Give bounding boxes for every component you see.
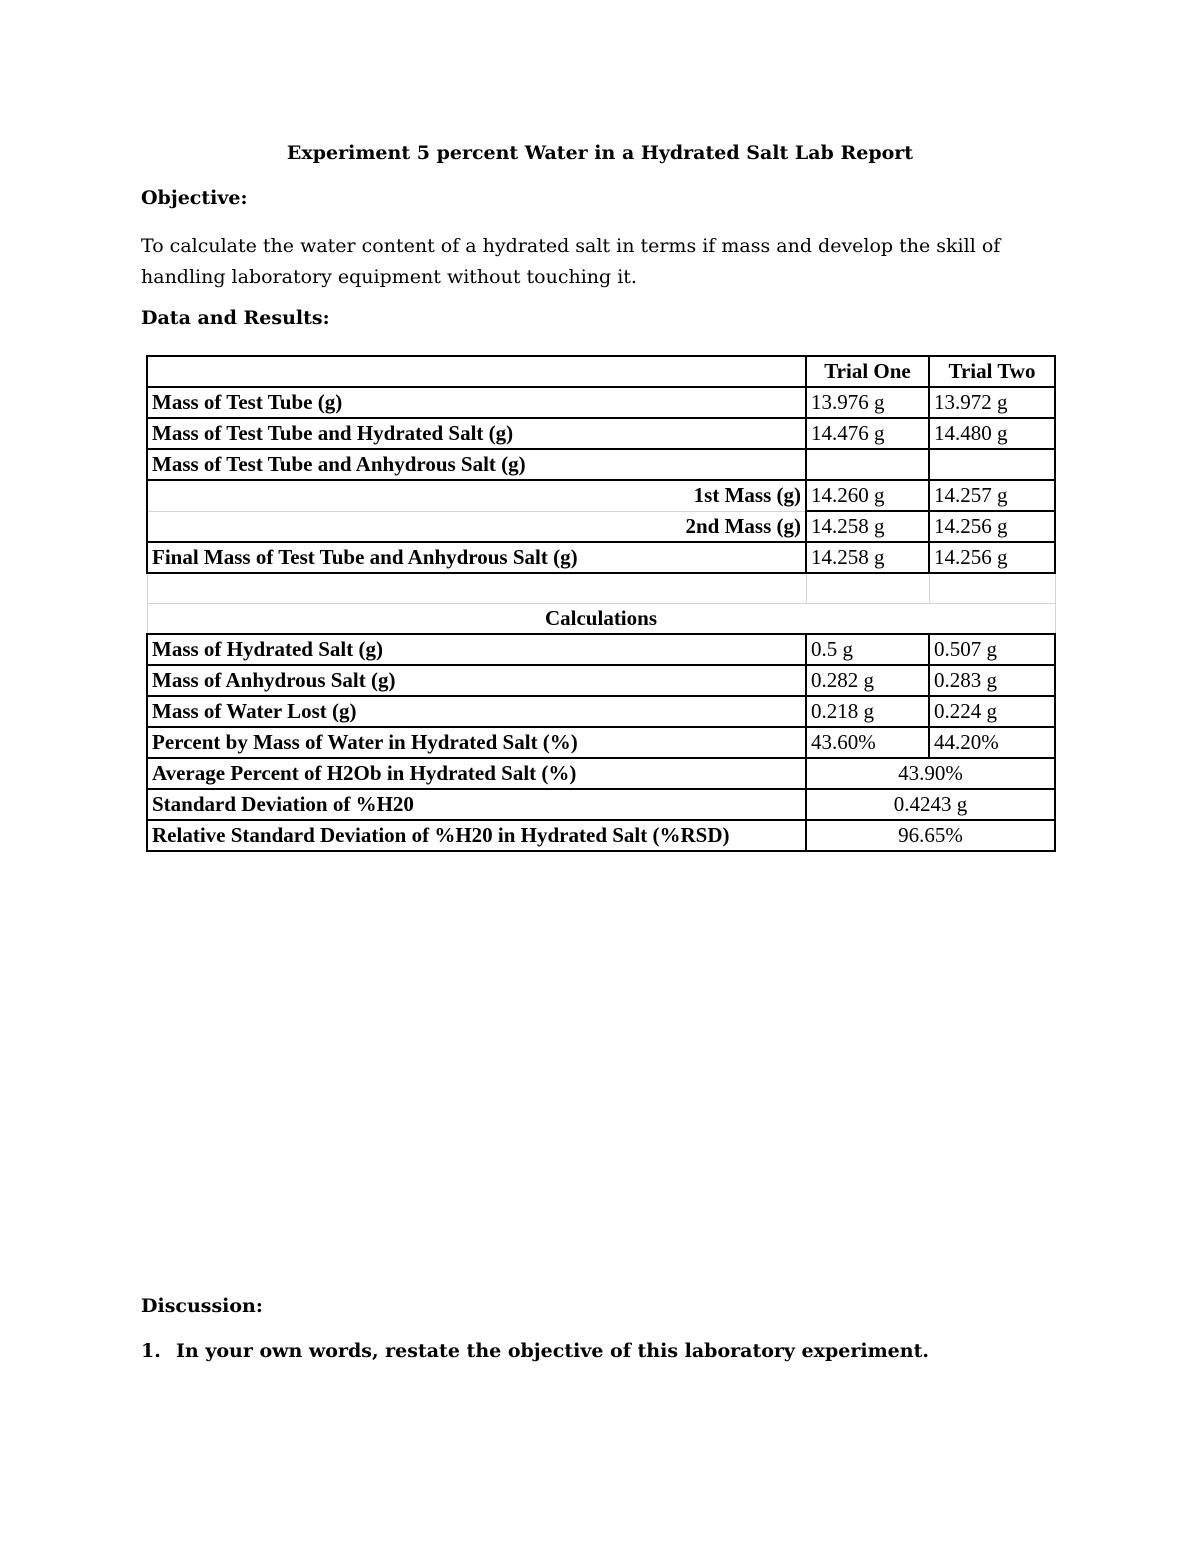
calculations-title-row <box>147 604 1055 635</box>
trial-one-value: 43.60% <box>806 727 929 758</box>
row-label: Percent by Mass of Water in Hydrated Salt (%) <box>147 727 806 758</box>
merged-value: 0.4243 g <box>806 789 1055 820</box>
trial-two-value: 0.507 g <box>929 634 1055 665</box>
trial-two-value: 14.256 g <box>929 511 1055 542</box>
row-label: Mass of Test Tube and Hydrated Salt (g) <box>147 418 806 449</box>
header-blank-cell <box>147 356 806 387</box>
discussion-heading: Discussion: <box>141 1295 263 1317</box>
table-row <box>147 634 1055 665</box>
trial-one-value: 14.260 g <box>806 480 929 511</box>
question-text: In your own words, restate the objective of this laboratory experiment. <box>176 1340 929 1362</box>
row-label: Mass of Anhydrous Salt (g) <box>147 665 806 696</box>
header-trial-two: Trial Two <box>929 356 1055 387</box>
row-label: 1st Mass (g) <box>147 480 806 511</box>
table-row <box>147 418 1055 449</box>
question-item <box>141 1340 929 1362</box>
trial-one-value: 0.282 g <box>806 665 929 696</box>
row-label: Relative Standard Deviation of %H20 in Hydrated Salt (%RSD) <box>147 820 806 851</box>
trial-two-value: 13.972 g <box>929 387 1055 418</box>
trial-one-value: 14.476 g <box>806 418 929 449</box>
row-label: Final Mass of Test Tube and Anhydrous Salt (g) <box>147 542 806 573</box>
spacer-cell <box>806 573 929 604</box>
question-number: 1. <box>141 1340 161 1362</box>
document-title: Experiment 5 percent Water in a Hydrated Salt Lab Report <box>286 142 914 164</box>
row-label: Average Percent of H2Ob in Hydrated Salt (%) <box>147 758 806 789</box>
trial-one-value <box>806 449 929 480</box>
trial-one-value: 0.5 g <box>806 634 929 665</box>
trial-two-value: 0.224 g <box>929 696 1055 727</box>
row-label: 2nd Mass (g) <box>147 511 806 542</box>
calculations-title: Calculations <box>147 604 1055 635</box>
trial-one-value: 14.258 g <box>806 542 929 573</box>
trial-two-value: 14.480 g <box>929 418 1055 449</box>
table-row <box>147 449 1055 480</box>
header-trial-one: Trial One <box>806 356 929 387</box>
trial-one-value: 14.258 g <box>806 511 929 542</box>
trial-two-value <box>929 449 1055 480</box>
table-row <box>147 820 1055 851</box>
row-label: Mass of Test Tube and Anhydrous Salt (g) <box>147 449 806 480</box>
spacer-cell <box>147 573 806 604</box>
trial-one-value: 0.218 g <box>806 696 929 727</box>
trial-two-value: 44.20% <box>929 727 1055 758</box>
table-row <box>147 542 1055 573</box>
table-row <box>147 480 1055 511</box>
merged-value: 96.65% <box>806 820 1055 851</box>
table-row <box>147 758 1055 789</box>
objective-heading: Objective: <box>141 187 248 209</box>
table-row <box>147 387 1055 418</box>
table-header-row <box>147 356 1055 387</box>
row-label: Standard Deviation of %H20 <box>147 789 806 820</box>
trial-two-value: 0.283 g <box>929 665 1055 696</box>
data-heading: Data and Results: <box>141 307 330 329</box>
trial-two-value: 14.256 g <box>929 542 1055 573</box>
row-label: Mass of Test Tube (g) <box>147 387 806 418</box>
spacer-cell <box>929 573 1055 604</box>
trial-one-value: 13.976 g <box>806 387 929 418</box>
row-label: Mass of Water Lost (g) <box>147 696 806 727</box>
table-row <box>147 696 1055 727</box>
trial-two-value: 14.257 g <box>929 480 1055 511</box>
table-row <box>147 665 1055 696</box>
table-row <box>147 727 1055 758</box>
table-row <box>147 511 1055 542</box>
merged-value: 43.90% <box>806 758 1055 789</box>
objective-text: To calculate the water content of a hydrated salt in terms if mass and develop the skill of handling laboratory equipment without touching it. <box>141 235 1001 288</box>
data-results-table <box>146 355 1056 852</box>
row-label: Mass of Hydrated Salt (g) <box>147 634 806 665</box>
table-row <box>147 789 1055 820</box>
spacer-row <box>147 573 1055 604</box>
